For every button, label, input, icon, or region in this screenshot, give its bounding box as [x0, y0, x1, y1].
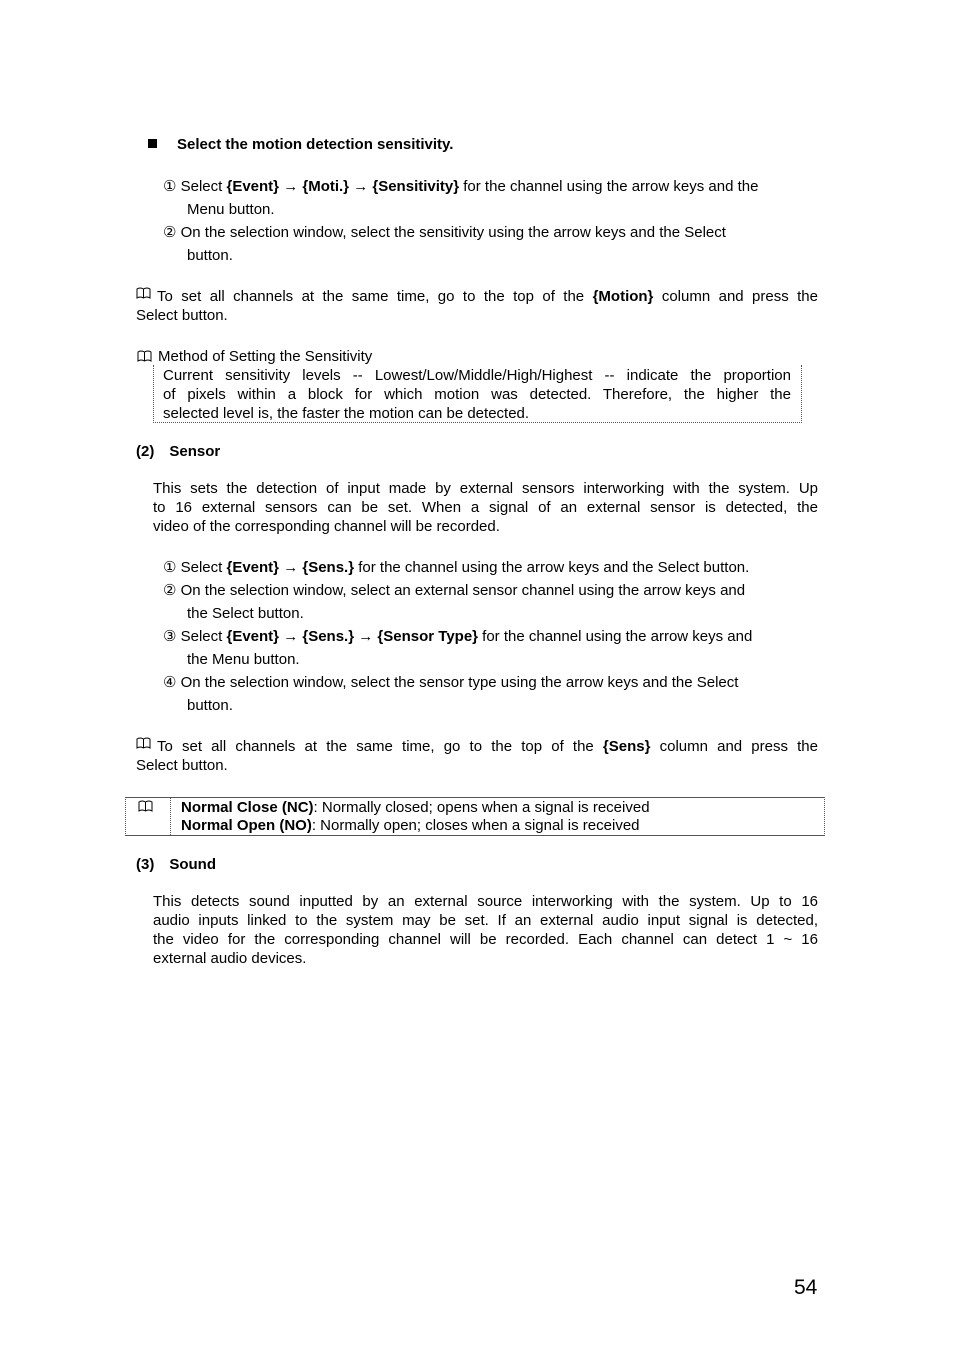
note-box [125, 797, 825, 836]
note-box [153, 365, 802, 423]
book-icon [138, 800, 153, 812]
note-line: Normal Open (NO): Normally open; closes when a signal is received [181, 817, 640, 834]
note-line: selected level is, the faster the motion can be detected. [163, 405, 530, 422]
paragraph: This sets the detection of input made by external sensors interworking with the system. Up to 16 external sensors can be set. When a signal of an external sensor is detected, the video of the corresponding channel will be recorded. [153, 480, 818, 535]
square-bullet-icon [148, 139, 157, 148]
section-heading: (3) Sound [136, 856, 216, 873]
list-item-continuation: Menu button. [187, 201, 275, 218]
note-line: of pixels within a block for which motion was detected. Therefore, the higher the [163, 386, 791, 403]
list-item: ④ On the selection window, select the sensor type using the arrow keys and the Select [163, 674, 739, 691]
note-title: Method of Setting the Sensitivity [137, 347, 372, 366]
list-item-continuation: button. [187, 697, 233, 714]
list-item: ① Select {Event} → {Moti.} → {Sensitivity} for the channel using the arrow keys and the [163, 178, 759, 195]
paragraph: This detects sound inputted by an external source interworking with the system. Up to 16 audio inputs linked to the system may be set. If an external audio input signal is detected, the video for the corresponding channel will be recorded. Each channel can detect 1 ~ 16 external audio devices. [153, 893, 818, 967]
note: To set all channels at the same time, go to the top of the {Sens} column and press the Select button. [136, 738, 818, 774]
list-item: ③ Select {Event} → {Sens.} → {Sensor Type} for the channel using the arrow keys and [163, 628, 753, 645]
list-item: ① Select {Event} → {Sens.} for the channel using the arrow keys and the Select button. [163, 559, 750, 576]
list-item-continuation: button. [187, 247, 233, 264]
note-line: Current sensitivity levels -- Lowest/Low/Middle/High/Highest -- indicate the proportion [163, 367, 791, 384]
book-icon [136, 737, 151, 749]
list-item: ② On the selection window, select an external sensor channel using the arrow keys and [163, 582, 746, 599]
note: To set all channels at the same time, go to the top of the {Motion} column and press the Select button. [136, 288, 818, 324]
book-icon [137, 350, 152, 362]
list-item-continuation: the Menu button. [187, 651, 300, 668]
book-icon [136, 287, 151, 299]
section-heading: (2) Sensor [136, 443, 221, 460]
section-heading: Select the motion detection sensitivity. [177, 136, 454, 153]
note-line: Normal Close (NC): Normally closed; opens when a signal is received [181, 799, 650, 816]
page-number: 54 [794, 1276, 818, 1299]
list-item: ② On the selection window, select the sensitivity using the arrow keys and the Select [163, 224, 726, 241]
list-item-continuation: the Select button. [187, 605, 304, 622]
